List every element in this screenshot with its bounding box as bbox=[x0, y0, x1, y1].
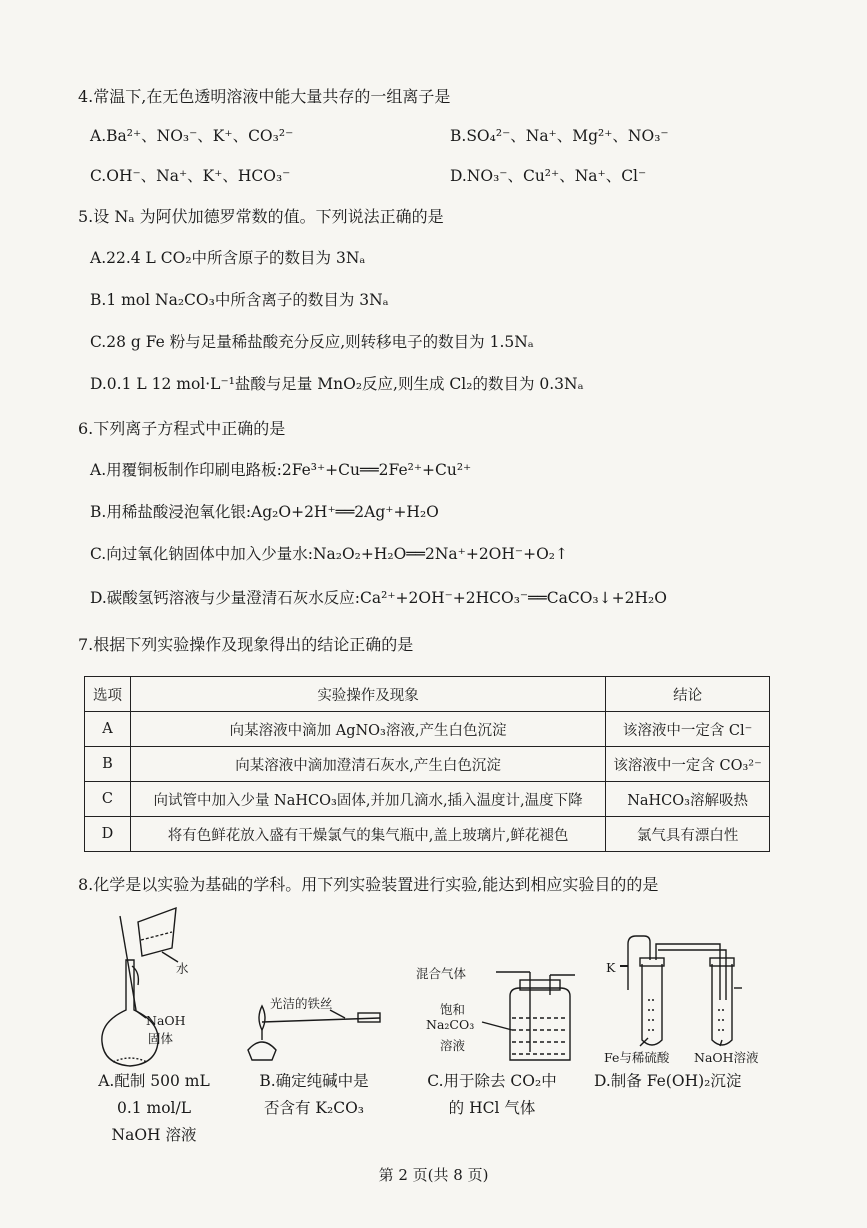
naoh-solution-label: NaOH溶液 bbox=[694, 1050, 759, 1065]
q4-option-a: A.Ba²⁺、NO₃⁻、K⁺、CO₃²⁻ bbox=[90, 127, 294, 145]
fe-acid-label: Fe与稀硫酸 bbox=[604, 1050, 670, 1065]
saturated-label-1: 饱和 bbox=[440, 1002, 466, 1017]
water-label: 水 bbox=[176, 961, 189, 976]
row-operation: 向某溶液中滴加澄清石灰水,产生白色沉淀 bbox=[130, 747, 605, 782]
page-footer: 第 2 页(共 8 页) bbox=[378, 1166, 489, 1184]
q5-option-c: C.28 g Fe 粉与足量稀盐酸充分反应,则转移电子的数目为 1.5Nₐ bbox=[90, 333, 534, 351]
row-operation: 向试管中加入少量 NaHCO₃固体,并加几滴水,插入温度计,温度下降 bbox=[130, 782, 605, 817]
q6-option-d: D.碳酸氢钙溶液与少量澄清石灰水反应:Ca²⁺+2OH⁻+2HCO₃⁻══CaCO₃↓+2H₂O bbox=[90, 589, 667, 607]
caption-b-line-1: B.确定纯碱中是 bbox=[259, 1072, 369, 1090]
saturated-label-3: 溶液 bbox=[440, 1038, 466, 1053]
row-option: D bbox=[85, 817, 131, 852]
q4-option-d: D.NO₃⁻、Cu²⁺、Na⁺、Cl⁻ bbox=[450, 167, 647, 185]
header-option: 选项 bbox=[85, 677, 131, 712]
row-option: B bbox=[85, 747, 131, 782]
naoh-solid-label-1: NaOH bbox=[146, 1013, 186, 1028]
row-operation: 将有色鲜花放入盛有干燥氯气的集气瓶中,盖上玻璃片,鲜花褪色 bbox=[130, 817, 605, 852]
header-conclusion: 结论 bbox=[606, 677, 770, 712]
row-option: A bbox=[85, 712, 131, 747]
mixed-gas-label: 混合气体 bbox=[416, 966, 467, 981]
q5-option-d: D.0.1 L 12 mol·L⁻¹盐酸与足量 MnO₂反应,则生成 Cl₂的数目为 0.3Nₐ bbox=[90, 375, 584, 393]
caption-c-line-2: 的 HCl 气体 bbox=[448, 1099, 536, 1117]
q8-stem: 8.化学是以实验为基础的学科。用下列实验装置进行实验,能达到相应实验目的的是 bbox=[78, 875, 659, 894]
q5-option-a: A.22.4 L CO₂中所含原子的数目为 3Nₐ bbox=[90, 249, 366, 267]
gas-washing-bottle-apparatus bbox=[482, 972, 575, 1060]
caption-a-line-2: 0.1 mol/L bbox=[116, 1099, 192, 1117]
test-tube-apparatus bbox=[620, 936, 742, 1046]
header-operation: 实验操作及现象 bbox=[130, 677, 605, 712]
q6-option-b: B.用稀盐酸浸泡氧化银:Ag₂O+2H⁺══2Ag⁺+H₂O bbox=[90, 503, 439, 521]
q6-option-c: C.向过氧化钠固体中加入少量水:Na₂O₂+H₂O══2Na⁺+2OH⁻+O₂↑ bbox=[90, 545, 568, 563]
caption-a-line-3: NaOH 溶液 bbox=[111, 1126, 197, 1144]
caption-a bbox=[84, 1068, 224, 1149]
caption-b-line-2: 否含有 K₂CO₃ bbox=[263, 1099, 364, 1117]
q6-stem: 6.下列离子方程式中正确的是 bbox=[78, 419, 286, 438]
row-operation: 向某溶液中滴加 AgNO₃溶液,产生白色沉淀 bbox=[130, 712, 605, 747]
caption-a-line-1: A.配制 500 mL bbox=[98, 1072, 210, 1090]
saturated-label-2: Na₂CO₃ bbox=[426, 1017, 475, 1032]
caption-b bbox=[244, 1068, 384, 1122]
k-clamp-label: K bbox=[606, 960, 616, 975]
q7-stem: 7.根据下列实验操作及现象得出的结论正确的是 bbox=[78, 635, 414, 654]
row-conclusion: 该溶液中一定含 CO₃²⁻ bbox=[606, 747, 770, 782]
q4-option-b: B.SO₄²⁻、Na⁺、Mg²⁺、NO₃⁻ bbox=[450, 127, 669, 145]
caption-c-line-1: C.用于除去 CO₂中 bbox=[427, 1072, 557, 1090]
naoh-solid-label-2: 固体 bbox=[148, 1031, 174, 1046]
caption-d-line-1: D.制备 Fe(OH)₂沉淀 bbox=[594, 1072, 742, 1090]
q6-option-a: A.用覆铜板制作印刷电路板:2Fe³⁺+Cu══2Fe²⁺+Cu²⁺ bbox=[90, 461, 472, 479]
q4-stem: 4.常温下,在无色透明溶液中能大量共存的一组离子是 bbox=[78, 87, 451, 106]
iron-wire-label: 光洁的铁丝 bbox=[270, 996, 333, 1011]
caption-c bbox=[412, 1068, 572, 1122]
q5-option-b: B.1 mol Na₂CO₃中所含离子的数目为 3Nₐ bbox=[90, 291, 389, 309]
q5-stem: 5.设 Nₐ 为阿伏加德罗常数的值。下列说法正确的是 bbox=[78, 207, 444, 226]
row-conclusion: 氯气具有漂白性 bbox=[606, 817, 770, 852]
alcohol-lamp-apparatus bbox=[248, 1006, 380, 1060]
row-conclusion: NaHCO₃溶解吸热 bbox=[606, 782, 770, 817]
row-conclusion: 该溶液中一定含 Cl⁻ bbox=[606, 712, 770, 747]
row-option: C bbox=[85, 782, 131, 817]
caption-d bbox=[594, 1068, 741, 1095]
q4-option-c: C.OH⁻、Na⁺、K⁺、HCO₃⁻ bbox=[90, 167, 291, 185]
